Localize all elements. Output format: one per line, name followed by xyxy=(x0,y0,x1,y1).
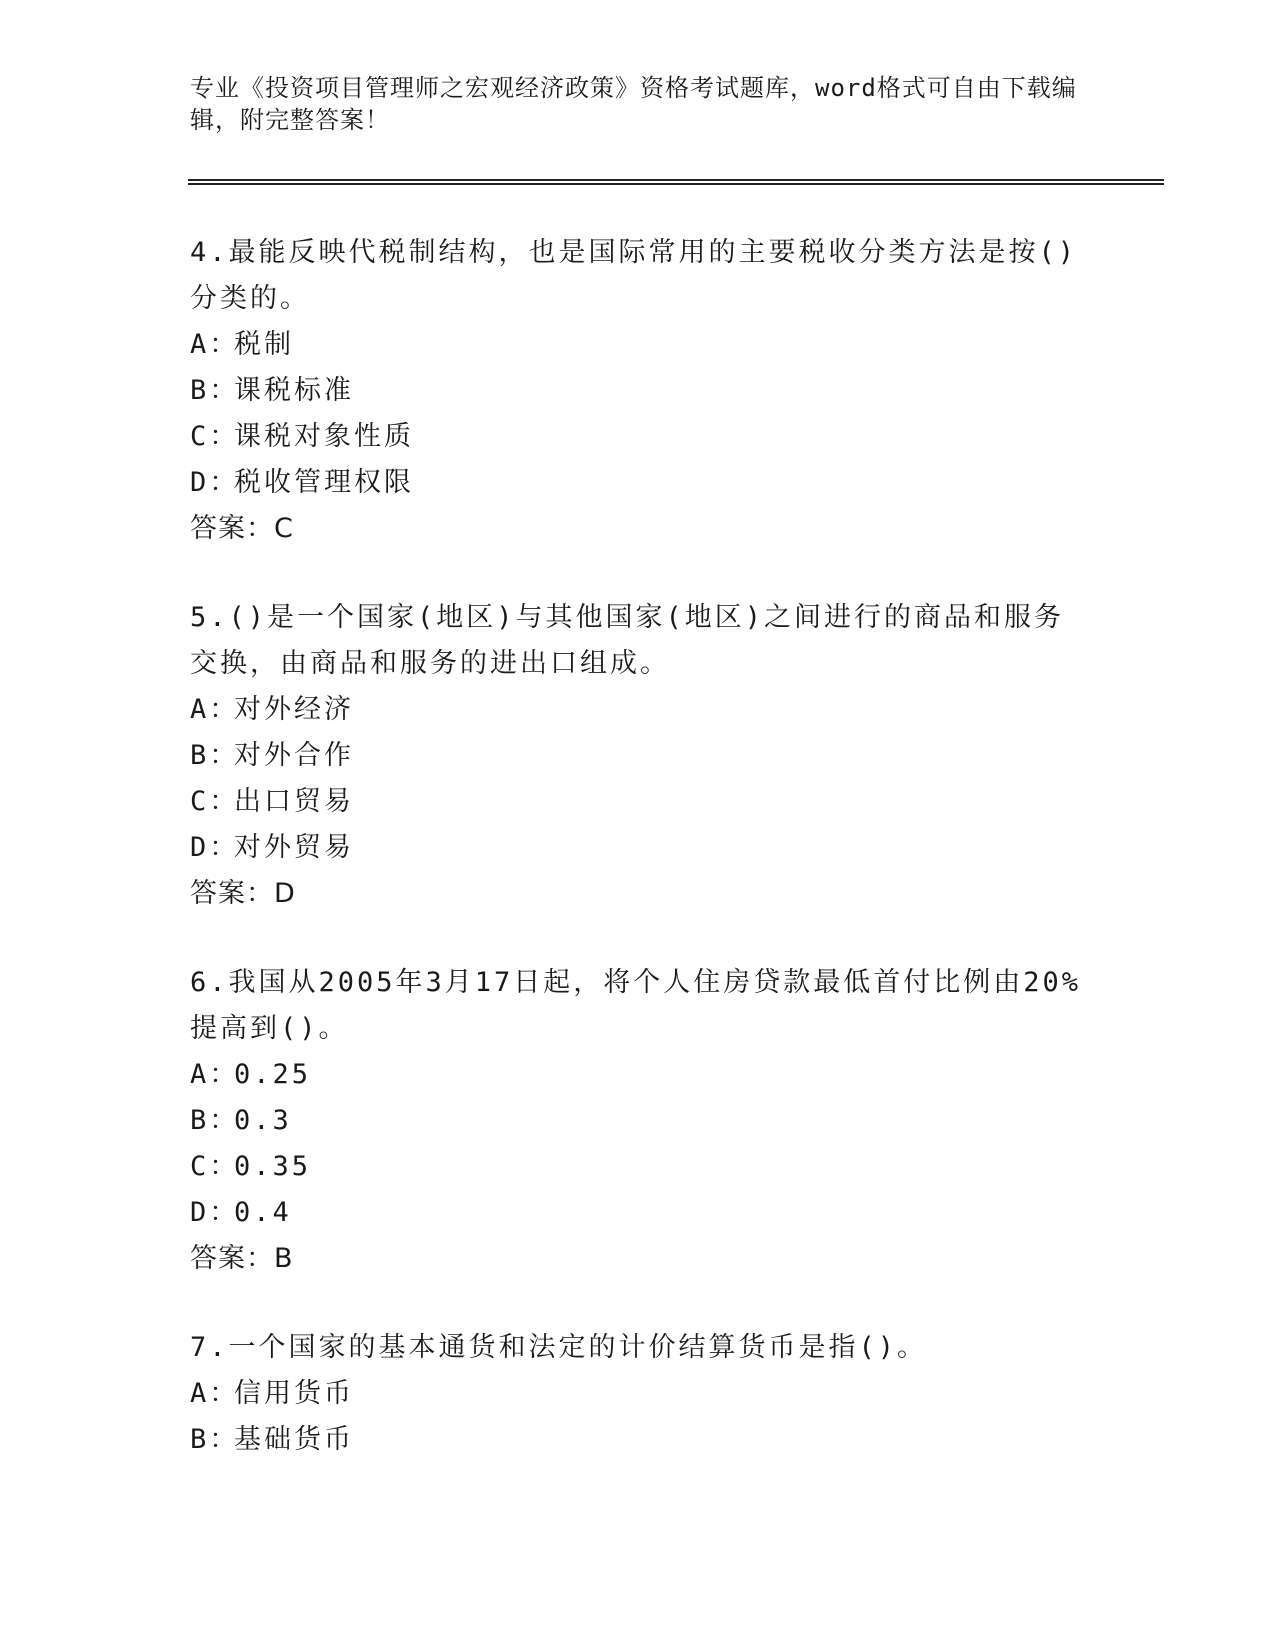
option-label: C： xyxy=(190,421,240,452)
option-text: 对外贸易 xyxy=(234,832,354,863)
header-divider xyxy=(188,179,1164,185)
document-header: 专业《投资项目管理师之宏观经济政策》资格考试题库，word格式可自由下载编辑，附完整答案！ xyxy=(190,74,1077,134)
option-text: 信用货币 xyxy=(234,1378,354,1409)
option-d xyxy=(190,460,1090,506)
option-b xyxy=(190,368,1090,414)
option-d xyxy=(190,1190,1090,1236)
option-c xyxy=(190,1144,1090,1190)
option-a xyxy=(190,322,1090,368)
option-c xyxy=(190,414,1090,460)
option-label: D： xyxy=(190,1197,240,1228)
option-a xyxy=(190,1371,1090,1417)
option-text: 对外经济 xyxy=(234,694,354,725)
option-a xyxy=(190,687,1090,733)
question-stem: 7.一个国家的基本通货和法定的计价结算货币是指()。 xyxy=(190,1332,928,1363)
question-stem: 4.最能反映代税制结构，也是国际常用的主要税收分类方法是按()分类的。 xyxy=(190,237,1078,314)
option-label: B： xyxy=(190,1105,240,1136)
question-6 xyxy=(190,960,1090,1282)
option-text: 0.25 xyxy=(234,1059,312,1090)
option-text: 0.35 xyxy=(234,1151,312,1182)
option-text: 对外合作 xyxy=(234,740,354,771)
option-d xyxy=(190,825,1090,871)
option-label: C： xyxy=(190,1151,240,1182)
question-stem: 6.我国从2005年3月17日起，将个人住房贷款最低首付比例由20%提高到()。 xyxy=(190,967,1082,1044)
option-c xyxy=(190,779,1090,825)
question-4 xyxy=(190,230,1090,552)
option-text: 税制 xyxy=(234,329,294,360)
option-text: 出口贸易 xyxy=(234,786,354,817)
answer: 答案：D xyxy=(190,878,296,909)
option-text: 课税标准 xyxy=(234,375,354,406)
option-text: 0.4 xyxy=(234,1197,292,1228)
option-text: 0.3 xyxy=(234,1105,292,1136)
option-b xyxy=(190,1417,1090,1463)
question-7 xyxy=(190,1325,1090,1463)
option-label: D： xyxy=(190,832,240,863)
option-label: A： xyxy=(190,1378,240,1409)
answer: 答案：B xyxy=(190,1243,294,1274)
question-5 xyxy=(190,595,1090,917)
option-label: A： xyxy=(190,329,240,360)
option-text: 税收管理权限 xyxy=(234,467,414,498)
option-text: 基础货币 xyxy=(234,1424,354,1455)
option-label: B： xyxy=(190,740,240,771)
option-label: D： xyxy=(190,467,240,498)
option-a xyxy=(190,1052,1090,1098)
option-label: A： xyxy=(190,1059,240,1090)
answer: 答案：C xyxy=(190,513,294,544)
option-b xyxy=(190,733,1090,779)
option-label: A： xyxy=(190,694,240,725)
question-stem: 5.()是一个国家(地区)与其他国家(地区)之间进行的商品和服务交换，由商品和服务的进出口组成。 xyxy=(190,602,1065,679)
option-label: B： xyxy=(190,375,240,406)
option-label: C： xyxy=(190,786,240,817)
option-label: B： xyxy=(190,1424,240,1455)
option-text: 课税对象性质 xyxy=(234,421,414,452)
option-b xyxy=(190,1098,1090,1144)
